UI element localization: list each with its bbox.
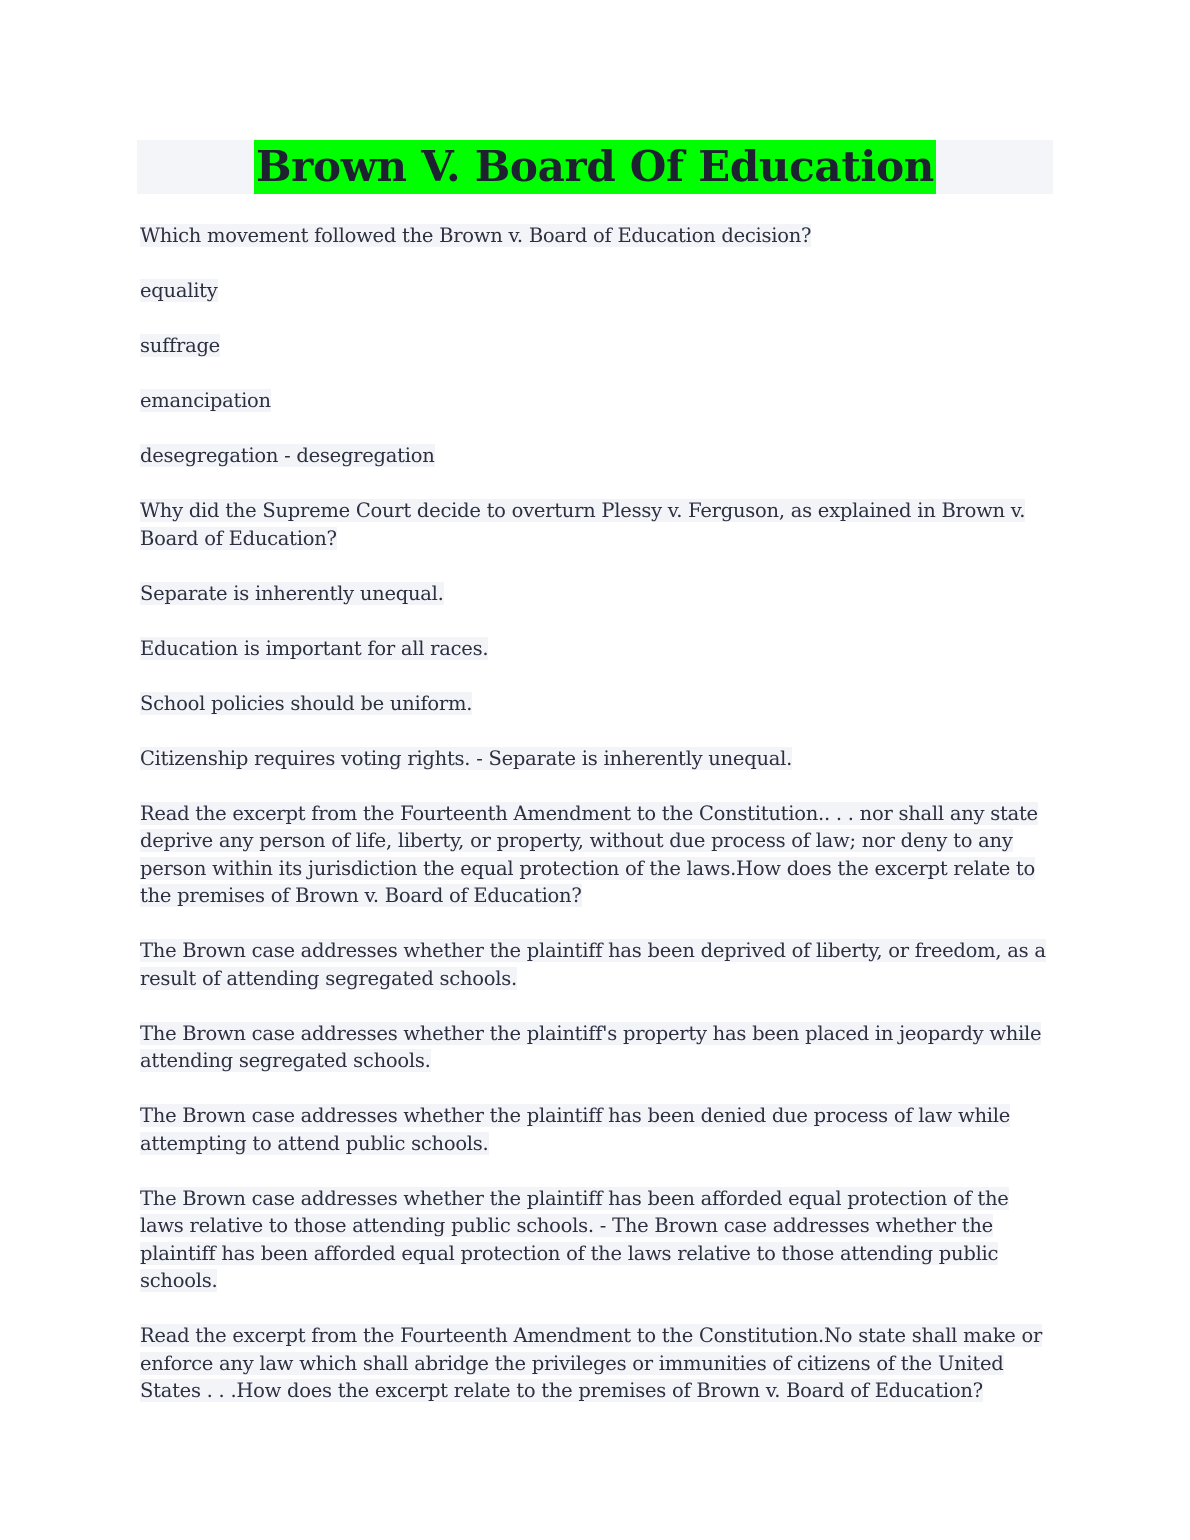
answer-option: School policies should be uniform.	[140, 691, 473, 715]
answer-option: equality	[140, 279, 218, 302]
question-1: Which movement followed the Brown v. Board of Education decision?	[140, 224, 812, 247]
answer-option-with-key: Citizenship requires voting rights. - Separate is inherently unequal.	[140, 746, 793, 770]
answer-option: The Brown case addresses whether the plaintiff's property has been placed in jeopardy while attending segregated schools.	[140, 1021, 1042, 1072]
answer-option: emancipation	[140, 389, 271, 412]
document-body	[140, 222, 1055, 1432]
answer-option: The Brown case addresses whether the plaintiff has been denied due process of law while attempting to attend public schools.	[140, 1104, 1011, 1155]
question-3: Read the excerpt from the Fourteenth Amendment to the Constitution.. . . nor shall any state deprive any person of life, liberty, or property, without due process of law; nor deny to any person within its jurisdiction the equal protection of the laws.How does the excerpt relate to the premises of Brown v. Board of Education?	[140, 801, 1038, 907]
document-title: Brown V. Board Of Education	[254, 140, 936, 194]
answer-option: suffrage	[140, 334, 220, 357]
answer-option-with-key: The Brown case addresses whether the plaintiff has been afforded equal protection of the laws relative to those attending public schools. - The Brown case addresses whether the plaintiff has been afforded equal protection of the laws relative to those attending public schools.	[140, 1186, 1009, 1292]
title-band	[137, 140, 1053, 194]
answer-option: Education is important for all races.	[140, 636, 489, 660]
question-2: Why did the Supreme Court decide to overturn Plessy v. Ferguson, as explained in Brown v. Board of Education?	[140, 499, 1026, 550]
question-4: Read the excerpt from the Fourteenth Amendment to the Constitution.No state shall make or enforce any law which shall abridge the privileges or immunities of citizens of the United States . . .How does the excerpt relate to the premises of Brown v. Board of Education?	[140, 1324, 1043, 1402]
answer-option-with-key: desegregation - desegregation	[140, 444, 435, 467]
answer-option: The Brown case addresses whether the plaintiff has been deprived of liberty, or freedom, as a result of attending segregated schools.	[140, 939, 1046, 990]
answer-option: Separate is inherently unequal.	[140, 581, 444, 605]
